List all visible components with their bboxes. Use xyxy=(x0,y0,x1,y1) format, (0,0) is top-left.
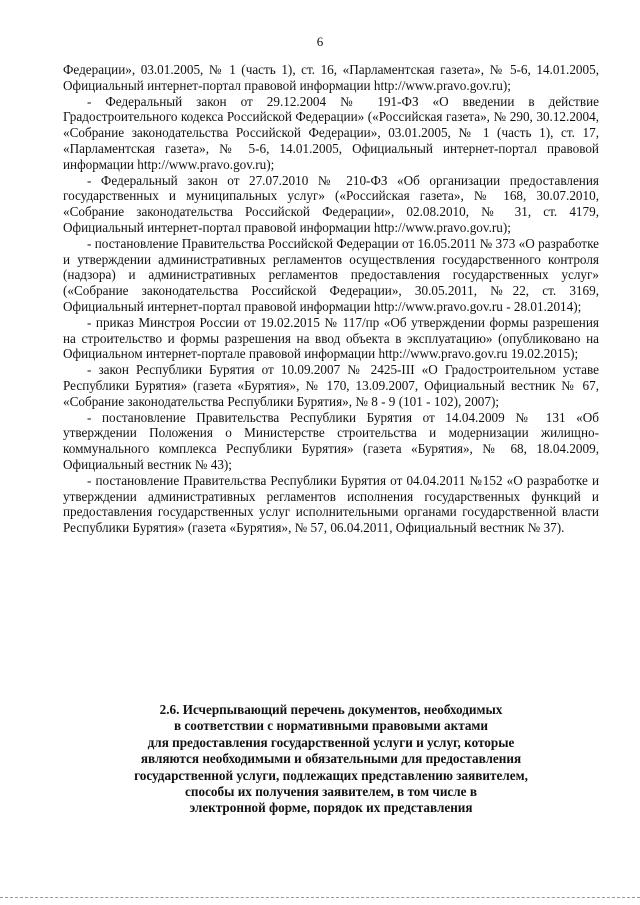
section-heading-line: в соответствии с нормативными правовыми актами xyxy=(173,718,489,734)
page-number: 6 xyxy=(316,34,324,49)
section-heading-line: государственной услуги, подлежащих представлению заявителем, xyxy=(134,767,528,783)
section-heading-line: 2.6. Исчерпывающий перечень документов, необходимых xyxy=(159,702,503,717)
list-item: - постановление Правительства Республики Бурятия от 14.04.2009 № 131 «Об утверждении Положения о Министерстве строительства и модернизации жилищно-коммунального комплекса Республики Бурятия» (газета «Бурятия», № 68, 18.04.2009, Официальный вестник № 43); xyxy=(63,409,599,472)
section-heading xyxy=(63,702,599,817)
list-item: - постановление Правительства Республики Бурятия от 04.04.2011 №152 «О разработке и утверждении административных регламентов исполнения государственных функций и предоставления государственных услуг исполнительными органами государственной власти Республики Бурятия» (газета «Бурятия», № 57, 06.04.2011, Официальный вестник № 37). xyxy=(63,472,599,536)
list-item: - приказ Минстроя России от 19.02.2015 № 117/пр «Об утверждении формы разрешения на строительство и формы разрешения на ввод объекта в эксплуатацию» (опубликовано на Официальном интернет-портале правовой информации http://www.pravo.gov.ru 19.02.2015); xyxy=(63,314,599,362)
page-bottom-divider xyxy=(0,897,640,898)
body-text xyxy=(63,62,599,536)
list-item: - Федеральный закон от 27.07.2010 № 210-ФЗ «Об организации предоставления государственных и муниципальных услуг» («Российская газета», № 168, 30.07.2010, «Собрание законодательства Российской Федерации», 02.08.2010, № 31, ст. 4179, Официальный интернет-портал правовой информации http://www.pravo.gov.ru); xyxy=(63,172,599,235)
list-item: - закон Республики Бурятия от 10.09.2007 № 2425-III «О Градостроительном уставе Республики Бурятия» (газета «Бурятия», № 170, 13.09.2007, Официальный вестник № 67, «Собрание законодательства Республики Бурятия», № 8 - 9 (101 - 102), 2007); xyxy=(63,362,599,409)
section-heading-line: электронной форме, порядок их представления xyxy=(189,800,473,816)
list-item: - Федеральный закон от 29.12.2004 № 191-ФЗ «О введении в действие Градостроительного кодекса Российской Федерации» («Российская газета», № 290, 30.12.2004, «Собрание законодательства Российской Федерации», 03.01.2005, № 1 (часть 1), ст. 17, «Парламентская газета», № 5-6, 14.01.2005, Официальный интернет-портал правовой информации http://www.pravo.gov.ru); xyxy=(63,93,599,172)
list-item: - постановление Правительства Российской Федерации от 16.05.2011 № 373 «О разработке и утверждении административных регламентов осуществления государственного контроля (надзора) и административных регламентов предоставления государственных услуг» («Собрание законодательства Российской Федерации», 30.05.2011, №22, ст. 3169, Официальный интернет-портал правовой информации http://www.pravo.gov.ru - 28.01.2014); xyxy=(63,235,599,314)
section-heading-line: являются необходимыми и обязательными для предоставления xyxy=(140,751,522,767)
section-heading-line: способы их получения заявителем, в том числе в xyxy=(185,784,477,800)
section-heading-line: для предоставления государственной услуги и услуг, которые xyxy=(147,734,515,750)
paragraph-continuation: Федерации», 03.01.2005, № 1 (часть 1), ст. 16, «Парламентская газета», № 5-6, 14.01.2005, Официальный интернет-портал правовой информации http://www.pravo.gov.ru); xyxy=(63,62,599,93)
